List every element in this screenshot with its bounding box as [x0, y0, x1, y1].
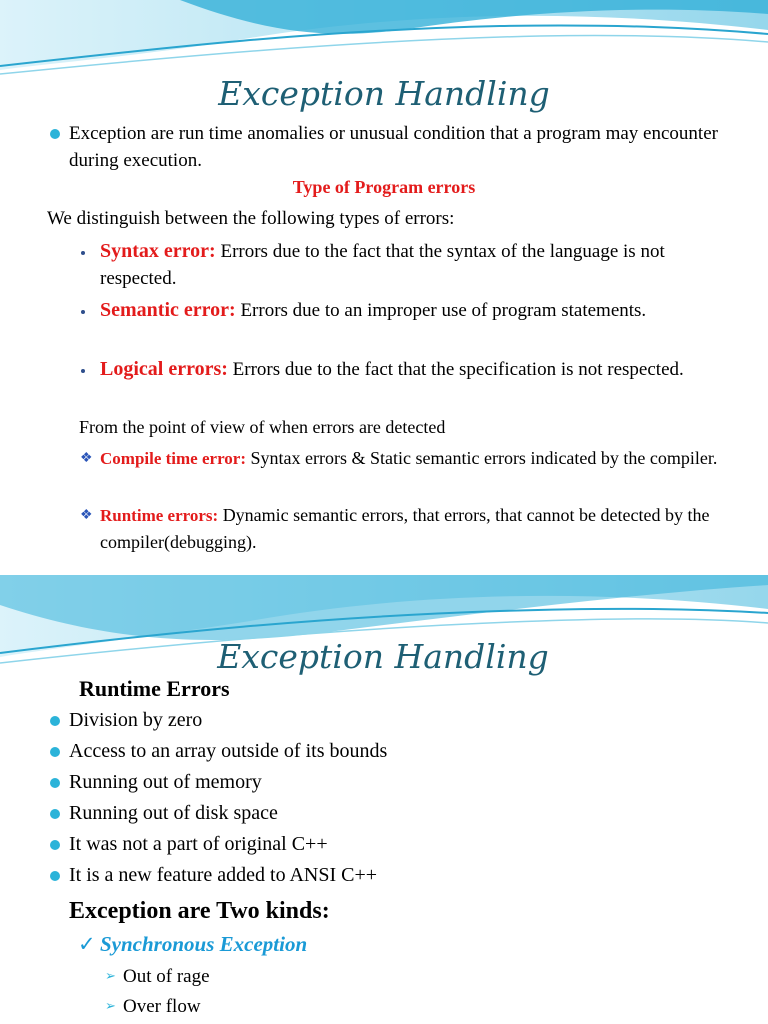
- diamond-bullet-icon: ❖: [80, 508, 93, 523]
- error-desc: Errors due to an improper use of program statements.: [240, 300, 647, 321]
- error-item: [100, 238, 720, 292]
- sub-bullet-icon: [81, 310, 85, 314]
- header-wave-decoration: [0, 0, 768, 80]
- sync-item: Out of rage: [123, 966, 210, 987]
- detection-term: Runtime errors:: [100, 506, 219, 525]
- runtime-error-item: It was not a part of original C++: [69, 833, 328, 855]
- runtime-error-item: Access to an array outside of its bounds: [69, 740, 388, 762]
- bullet-dot-icon: [50, 716, 60, 726]
- error-desc: Errors due to the fact that the specification is not respected.: [232, 359, 684, 380]
- slide-title: Exception Handling: [218, 74, 550, 113]
- error-term: Syntax error:: [100, 240, 216, 262]
- runtime-error-item: It is a new feature added to ANSI C++: [69, 864, 378, 886]
- sync-item: Over flow: [123, 996, 201, 1017]
- detection-desc: Dynamic semantic errors, that errors, that cannot be detected by the compiler(debugging).: [100, 505, 710, 552]
- intro-text: Exception are run time anomalies or unusual condition that a program may encounter during execution.: [69, 123, 718, 171]
- bullet-dot-icon: [50, 129, 60, 139]
- runtime-error-item: Running out of disk space: [69, 802, 278, 824]
- sub-bullet-icon: [81, 369, 85, 373]
- runtime-errors-heading: Runtime Errors: [79, 676, 230, 701]
- slide-2: [0, 575, 768, 1024]
- detection-term: Compile time error:: [100, 449, 247, 468]
- bullet-dot-icon: [50, 871, 60, 881]
- bullet-dot-icon: [50, 747, 60, 757]
- errors-lead-text: We distinguish between the following types of errors:: [47, 208, 455, 229]
- detection-lead-text: From the point of view of when errors are detected: [79, 417, 446, 437]
- chevron-right-icon: ➢: [105, 968, 116, 983]
- detection-item: [100, 502, 720, 556]
- slide-title: Exception Handling: [217, 637, 549, 676]
- error-term: Semantic error:: [100, 299, 236, 321]
- detection-desc: Syntax errors & Static semantic errors indicated by the compiler.: [250, 448, 718, 468]
- bullet-dot-icon: [50, 809, 60, 819]
- synchronous-heading: Synchronous Exception: [100, 932, 308, 956]
- sub-bullet-icon: [81, 251, 85, 255]
- runtime-error-item: Running out of memory: [69, 771, 262, 793]
- kinds-heading: Exception are Two kinds:: [69, 898, 330, 924]
- error-term: Logical errors:: [100, 358, 228, 380]
- chevron-right-icon: ➢: [105, 998, 116, 1013]
- check-icon: ✓: [78, 932, 96, 956]
- section-subheading: Type of Program errors: [292, 177, 476, 197]
- error-item: [100, 297, 660, 324]
- bullet-dot-icon: [50, 840, 60, 850]
- detection-item: [100, 445, 720, 472]
- bullet-dot-icon: [50, 778, 60, 788]
- runtime-error-item: Division by zero: [69, 709, 203, 731]
- error-item: [100, 356, 720, 383]
- error-desc: Errors due to the fact that the syntax of the language is not respected.: [100, 241, 665, 289]
- diamond-bullet-icon: ❖: [80, 451, 93, 466]
